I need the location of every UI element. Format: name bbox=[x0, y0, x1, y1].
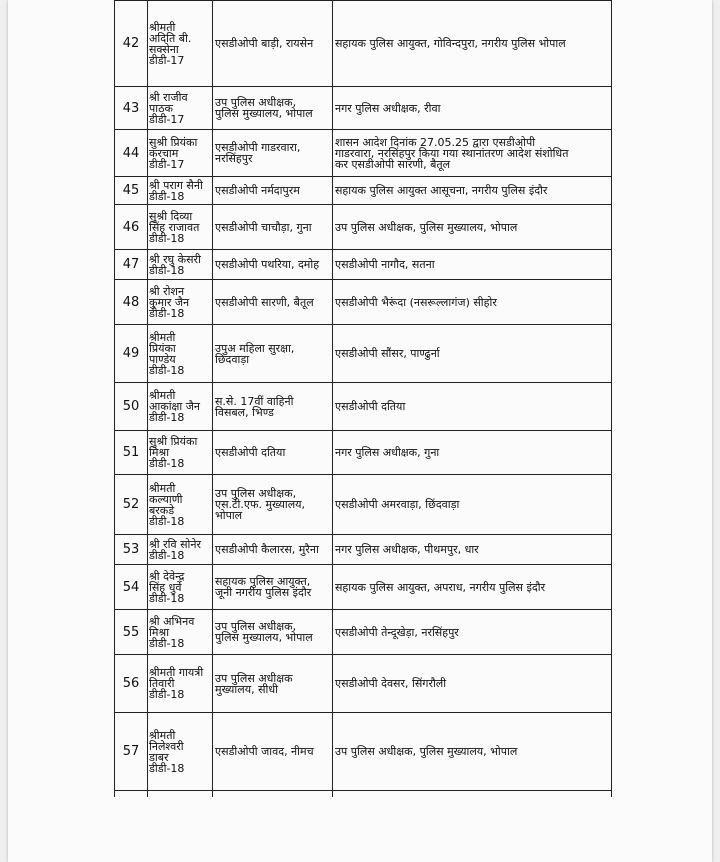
current-posting: स.से. 17वीं वाहिनी विसबल, भिण्ड bbox=[213, 383, 333, 431]
table-row bbox=[115, 250, 612, 280]
new-posting: सहायक पुलिस आयुक्त आसूचना, नगरीय पुलिस इंदौर bbox=[333, 177, 612, 205]
new-posting: एसडीओपी अमरवाड़ा, छिंदवाड़ा bbox=[333, 475, 612, 535]
current-posting: एसडीओपी पथरिया, दमोह bbox=[213, 250, 333, 280]
serial-number: 57 bbox=[115, 713, 148, 791]
officer-name: सुश्री प्रियंका करचाम डीडी-17 bbox=[148, 130, 213, 177]
serial-number: 45 bbox=[115, 177, 148, 205]
serial-number: 46 bbox=[115, 205, 148, 250]
new-posting: एसडीओपी भैरूंदा (नसरूल्लागंज) सीहोर bbox=[333, 280, 612, 325]
new-posting: एसडीओपी दतिया bbox=[333, 383, 612, 431]
current-posting: सहायक पुलिस आयुक्त, जूनी नगरीय पुलिस इंदौर bbox=[213, 565, 333, 610]
new-posting: शासन आदेश दिनांक 27.05.25 द्वारा एसडीओपी गाडरवारा, नरसिंहपुर किया गया स्थानांतरण आदेश संशोधित कर एसडीओपी सारणी, बैतूल bbox=[333, 130, 612, 177]
new-posting: एसडीओपी सौंसर, पाण्ढुर्ना bbox=[333, 325, 612, 383]
serial-number: 52 bbox=[115, 475, 148, 535]
table-row bbox=[115, 535, 612, 565]
current-posting: उप पुलिस अधीक्षक, एस.टी.एफ. मुख्यालय, भोपाल bbox=[213, 475, 333, 535]
new-posting: एसडीओपी देवसर, सिंगरौली bbox=[333, 655, 612, 713]
officer-name: श्री रघु केसरी डीडी-18 bbox=[148, 250, 213, 280]
table-row bbox=[115, 655, 612, 713]
table-row bbox=[115, 383, 612, 431]
officer-name: श्रीमती आकांक्षा जैन डीडी-18 bbox=[148, 383, 213, 431]
current-posting: एसडीओपी गाडरवारा, नरसिंहपुर bbox=[213, 130, 333, 177]
serial-number: 53 bbox=[115, 535, 148, 565]
current-posting: एसडीओपी दतिया bbox=[213, 431, 333, 475]
new-posting: नगर पुलिस अधीक्षक, गुना bbox=[333, 431, 612, 475]
serial-number: 54 bbox=[115, 565, 148, 610]
serial-number: 47 bbox=[115, 250, 148, 280]
officer-name: श्री रवि सोनेर डीडी-18 bbox=[148, 535, 213, 565]
table-row bbox=[115, 1, 612, 87]
table-row bbox=[115, 610, 612, 655]
serial-number: 44 bbox=[115, 130, 148, 177]
serial-number: 49 bbox=[115, 325, 148, 383]
current-posting: उपुअ महिला सुरक्षा, छिंदवाड़ा bbox=[213, 325, 333, 383]
current-posting: एसडीओपी चाचौड़ा, गुना bbox=[213, 205, 333, 250]
table-row-continuation bbox=[115, 791, 612, 798]
table-row bbox=[115, 280, 612, 325]
new-posting: सहायक पुलिस आयुक्त, अपराध, नगरीय पुलिस इंदौर bbox=[333, 565, 612, 610]
current-posting: एसडीओपी कैलारस, मुरैना bbox=[213, 535, 333, 565]
serial-number: 43 bbox=[115, 87, 148, 130]
officer-name: श्रीमती गायत्री तिवारी डीडी-18 bbox=[148, 655, 213, 713]
officer-name: श्री पराग सैनी डीडी-18 bbox=[148, 177, 213, 205]
serial-number: 42 bbox=[115, 1, 148, 87]
transfer-table bbox=[114, 0, 612, 797]
current-posting: एसडीओपी सारणी, बैतूल bbox=[213, 280, 333, 325]
serial-number: 48 bbox=[115, 280, 148, 325]
serial-number: 50 bbox=[115, 383, 148, 431]
officer-name: श्री अभिनव मिश्रा डीडी-18 bbox=[148, 610, 213, 655]
table-row bbox=[115, 205, 612, 250]
table-row bbox=[115, 565, 612, 610]
current-posting: उप पुलिस अधीक्षक, पुलिस मुख्यालय, भोपाल bbox=[213, 87, 333, 130]
table-row bbox=[115, 431, 612, 475]
current-posting: एसडीओपी नर्मदापुरम bbox=[213, 177, 333, 205]
new-posting: एसडीओपी तेन्दूखेड़ा, नरसिंहपुर bbox=[333, 610, 612, 655]
new-posting: नगर पुलिस अधीक्षक, रीवा bbox=[333, 87, 612, 130]
table-row bbox=[115, 177, 612, 205]
new-posting: सहायक पुलिस आयुक्त, गोविन्दपुरा, नगरीय पुलिस भोपाल bbox=[333, 1, 612, 87]
document-page bbox=[8, 0, 712, 862]
new-posting: एसडीओपी नागौद, सतना bbox=[333, 250, 612, 280]
officer-name: श्री देवेन्द्र सिंह धुर्वे डीडी-18 bbox=[148, 565, 213, 610]
officer-name: श्रीमती प्रियंका पाण्डेय डीडी-18 bbox=[148, 325, 213, 383]
new-posting: नगर पुलिस अधीक्षक, पीथमपुर, धार bbox=[333, 535, 612, 565]
table-row bbox=[115, 87, 612, 130]
table-row bbox=[115, 325, 612, 383]
current-posting: एसडीओपी जावद, नीमच bbox=[213, 713, 333, 791]
current-posting: एसडीओपी बाड़ी, रायसेन bbox=[213, 1, 333, 87]
serial-number: 56 bbox=[115, 655, 148, 713]
officer-name: श्री राजीव पाठक डीडी-17 bbox=[148, 87, 213, 130]
current-posting: उप पुलिस अधीक्षक मुख्यालय, सीधी bbox=[213, 655, 333, 713]
new-posting: उप पुलिस अधीक्षक, पुलिस मुख्यालय, भोपाल bbox=[333, 713, 612, 791]
officer-name: श्रीमती कल्याणी बरकडे डीडी-18 bbox=[148, 475, 213, 535]
officer-name: सुश्री दिव्या सिंह राजावत डीडी-18 bbox=[148, 205, 213, 250]
officer-name: श्री रोशन कुमार जैन डीडी-18 bbox=[148, 280, 213, 325]
officer-name: श्रीमती निलेश्वरी डाबर डीडी-18 bbox=[148, 713, 213, 791]
serial-number: 55 bbox=[115, 610, 148, 655]
new-posting: उप पुलिस अधीक्षक, पुलिस मुख्यालय, भोपाल bbox=[333, 205, 612, 250]
officer-name: सुश्री प्रियंका मिश्रा डीडी-18 bbox=[148, 431, 213, 475]
serial-number: 51 bbox=[115, 431, 148, 475]
table-row bbox=[115, 475, 612, 535]
officer-name: श्रीमती अदिति बी. सक्सेना डीडी-17 bbox=[148, 1, 213, 87]
table-row bbox=[115, 130, 612, 177]
current-posting: उप पुलिस अधीक्षक, पुलिस मुख्यालय, भोपाल bbox=[213, 610, 333, 655]
table-row bbox=[115, 713, 612, 791]
